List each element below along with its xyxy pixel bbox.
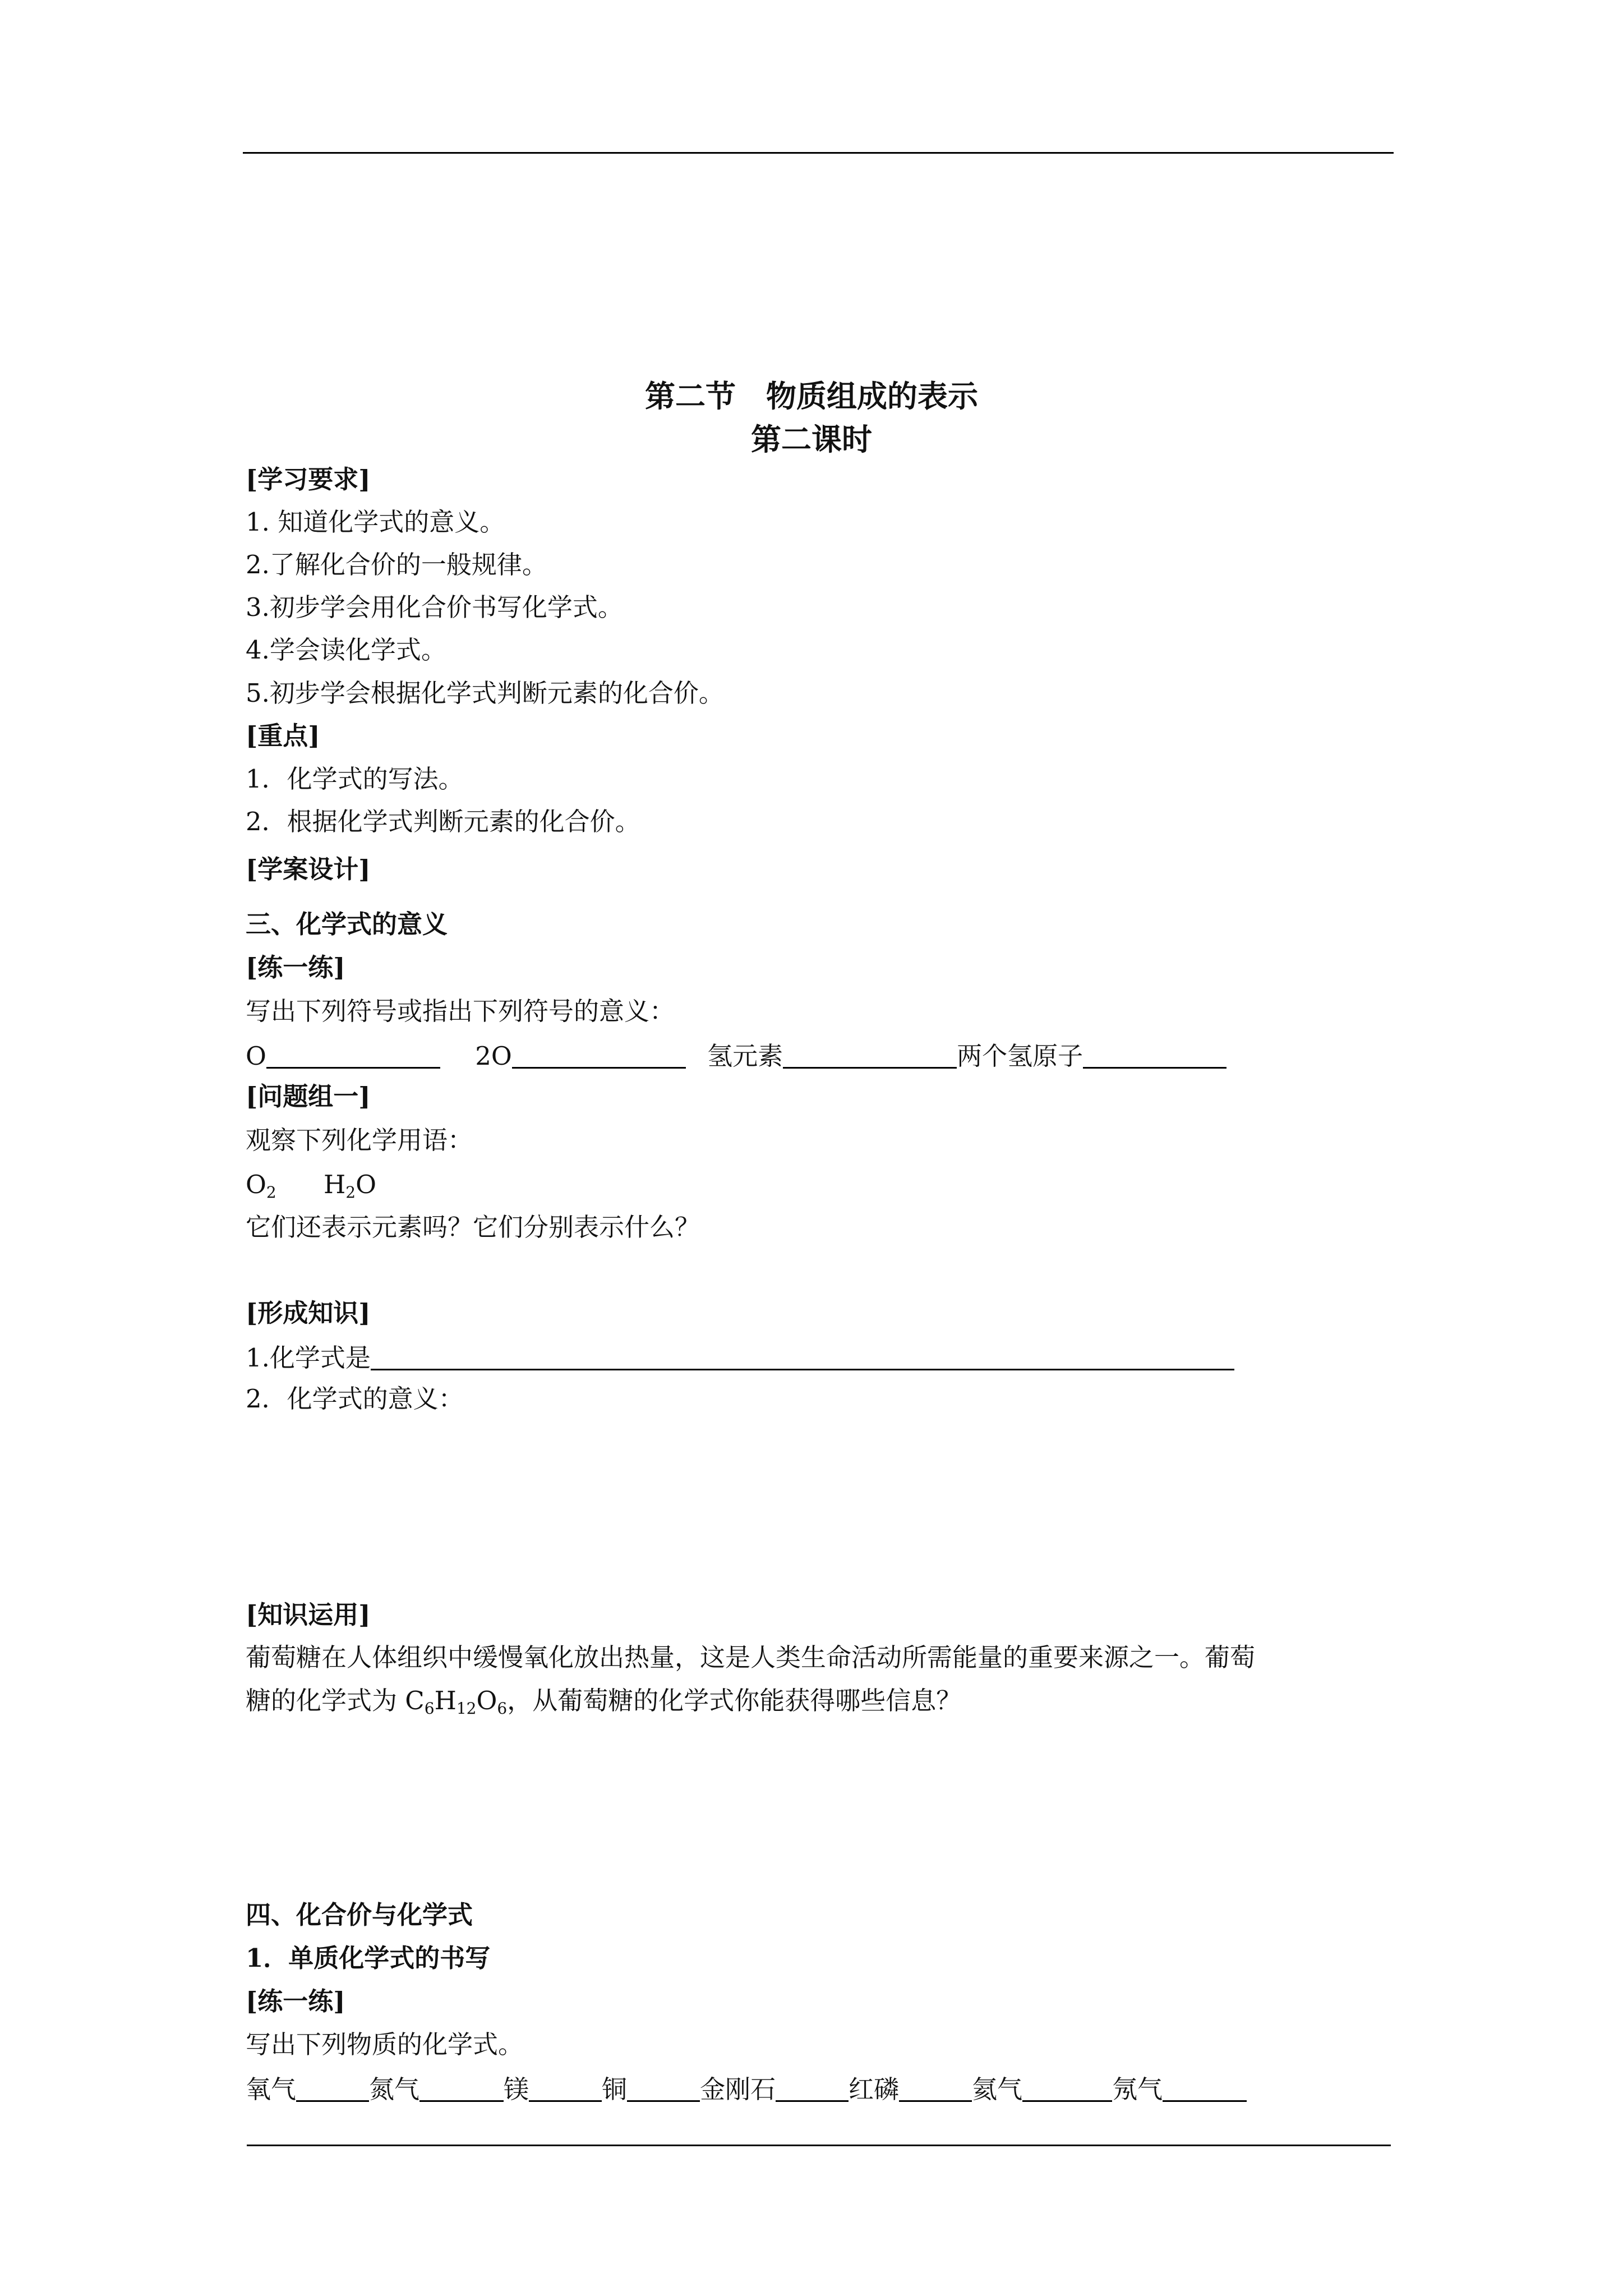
question-text: 它们还表示元素吗？它们分别表示什么？ — [246, 1212, 700, 1242]
practice2-prompt: 写出下列物质的化学式。 — [246, 2030, 524, 2059]
practice2-row — [246, 2074, 1247, 2102]
substance-item: 氮气 — [369, 2074, 420, 2104]
section-key-heading: [重点] — [246, 721, 320, 751]
practice1-item: 两个氢原子 — [957, 1041, 1083, 1071]
answer-blank[interactable] — [296, 2074, 369, 2102]
requirement-item: 2.了解化合价的一般规律。 — [246, 550, 547, 579]
answer-blank[interactable] — [529, 2074, 602, 2102]
part4-subtitle: 1．单质化学式的书写 — [246, 1943, 491, 1973]
section-design-heading: [学案设计] — [246, 854, 371, 884]
application-text-line-1: 葡萄糖在人体组织中缓慢氧化放出热量，这是人类生命活动所需能量的重要来源之一。葡萄 — [246, 1642, 1256, 1672]
answer-blank[interactable] — [1022, 2074, 1112, 2102]
answer-blank[interactable] — [419, 2074, 504, 2102]
application-text-line-2: 糖的化学式为 $C_6H_{12}O_6$，从葡萄糖的化学式你能获得哪些信息？ — [246, 1686, 962, 1718]
substance-item: 氧气 — [246, 2074, 297, 2104]
key-point-item: 1．化学式的写法。 — [246, 764, 464, 794]
practice1-prompt: 写出下列符号或指出下列符号的意义： — [246, 996, 675, 1026]
answer-blank[interactable] — [266, 1041, 440, 1069]
substance-item: 铜 — [602, 2074, 628, 2104]
questions-label: [问题组一] — [246, 1082, 371, 1111]
answer-blank[interactable] — [1163, 2074, 1247, 2102]
answer-blank[interactable] — [627, 2074, 700, 2102]
answer-blank[interactable] — [783, 1041, 957, 1069]
substance-item: 氦气 — [972, 2074, 1023, 2104]
answer-blank[interactable] — [512, 1041, 686, 1069]
answer-blank[interactable] — [371, 1343, 1234, 1370]
footer-rule — [247, 2145, 1391, 2146]
formula-o2: $O_2$ — [246, 1170, 276, 1202]
page-title: 第二节 物质组成的表示 — [645, 378, 978, 414]
part4-title: 四、化合价与化学式 — [246, 1900, 473, 1930]
practice1-item: 2O — [475, 1041, 512, 1071]
substance-item: 金刚石 — [700, 2074, 776, 2104]
knowledge-label: [形成知识] — [246, 1298, 371, 1328]
knowledge-item-1: 1.化学式是 — [246, 1343, 1234, 1370]
practice2-label: [练一练] — [246, 1986, 345, 2016]
requirement-item: 5.初步学会根据化学式判断元素的化合价。 — [246, 678, 724, 708]
practice1-item: 氢元素 — [707, 1041, 783, 1071]
answer-blank[interactable] — [1083, 1041, 1227, 1069]
practice1-item: O — [246, 1041, 266, 1071]
answer-blank[interactable] — [776, 2074, 849, 2102]
part3-title: 三、化学式的意义 — [246, 909, 448, 939]
requirement-item: 1. 知道化学式的意义。 — [246, 507, 505, 537]
key-point-item: 2．根据化学式判断元素的化合价。 — [246, 807, 640, 836]
substance-item: 镁 — [504, 2074, 529, 2104]
application-label: [知识运用] — [246, 1600, 371, 1630]
observe-prompt: 观察下列化学用语： — [246, 1125, 473, 1155]
substance-item: 氖气 — [1112, 2074, 1163, 2104]
practice1-row — [246, 1041, 1227, 1069]
practice-label: [练一练] — [246, 953, 345, 982]
header-rule — [243, 152, 1394, 154]
requirement-item: 3.初步学会用化合价书写化学式。 — [246, 592, 623, 622]
formula-row — [246, 1172, 376, 1200]
formula-h2o: $H_2O$ — [324, 1170, 377, 1202]
knowledge-item-2: 2．化学式的意义： — [246, 1384, 464, 1414]
page-subtitle: 第二课时 — [751, 421, 872, 457]
section-requirements-heading: [学习要求] — [246, 464, 371, 494]
answer-blank[interactable] — [899, 2074, 972, 2102]
requirement-item: 4.学会读化学式。 — [246, 635, 446, 665]
substance-item: 红磷 — [849, 2074, 900, 2104]
